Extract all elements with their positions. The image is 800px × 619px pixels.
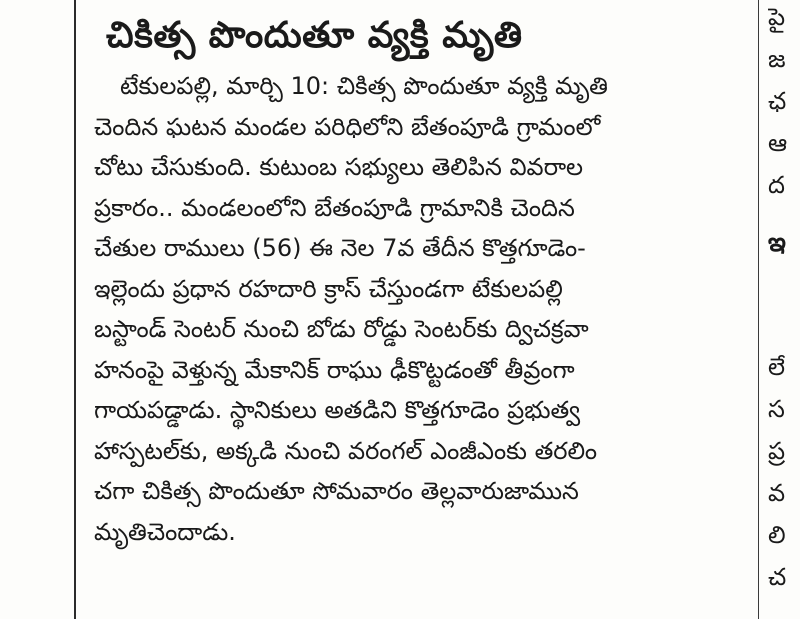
article-headline: చికిత్స పొందుతూ వ్యక్తి మృతి (106, 15, 523, 56)
article-line: బస్టాండ్ సెంటర్ నుంచి బోడు రోడ్డు సెంటర్‌కు ద్విచక్రవా (94, 315, 589, 343)
article-line: మృతిచెందాడు. (94, 517, 236, 546)
article-body (94, 66, 746, 552)
article-line: చేతుల రాములు (56) ఈ నెల 7వ తేదీన కొత్తగూడెం- (94, 234, 586, 262)
adjacent-text-fragment: లే (768, 353, 786, 381)
adjacent-text-fragment: పై (768, 3, 786, 31)
article-line: చోటు చేసుకుంది. కుటుంబ సభ్యులు తెలిపిన వివరాల (94, 153, 584, 181)
adjacent-text-fragment: ద (768, 171, 785, 199)
adjacent-text-fragment: జ (768, 45, 786, 73)
article-line: ప్రకారం.. మండలంలోని బేతంపూడి గ్రామానికి చెందిన (94, 193, 575, 222)
adjacent-text-fragment: ప్ర (768, 437, 786, 465)
article-line: గాయపడ్డాడు. స్థానికులు అతడిని కొత్తగూడెం ప్రభుత్వ (94, 396, 581, 424)
article-line: చగా చికిత్స పొందుతూ సోమవారం తెల్లవారుజామున (94, 477, 579, 505)
adjacent-text-fragment: లి (768, 521, 786, 549)
article-line: హాస్పటల్‌కు, అక్కడి నుంచి వరంగల్ ఎంజీఎంకు తరలిం (94, 436, 598, 465)
news-article (94, 8, 746, 552)
article-line: హనంపై వెళ్తున్న మేకానిక్ రాఘు ఢీకొట్టడంతో తీవ్రంగా (94, 355, 575, 384)
column-divider-left (74, 0, 76, 619)
adjacent-text-fragment: వ (768, 479, 786, 507)
article-line: టేకులపల్లి, మార్చి 10: చికిత్స పొందుతూ వ్యక్తి మృతి (120, 72, 608, 100)
adjacent-text-fragment: స (768, 395, 785, 423)
column-divider-right (758, 0, 759, 619)
adjacent-text-fragment: ఆ (768, 129, 788, 157)
adjacent-text-fragment: చ (768, 563, 787, 591)
adjacent-text-fragment: ఇ (768, 228, 786, 258)
article-line: ఇల్లెందు ప్రధాన రహదారి క్రాస్ చేస్తుండగా టేకులపల్లి (94, 274, 563, 303)
adjacent-column-edge (768, 0, 800, 619)
adjacent-text-fragment: ఛ (768, 87, 787, 115)
article-line: చెందిన ఘటన మండల పరిధిలోని బేతంపూడి గ్రామంలో (94, 112, 601, 141)
